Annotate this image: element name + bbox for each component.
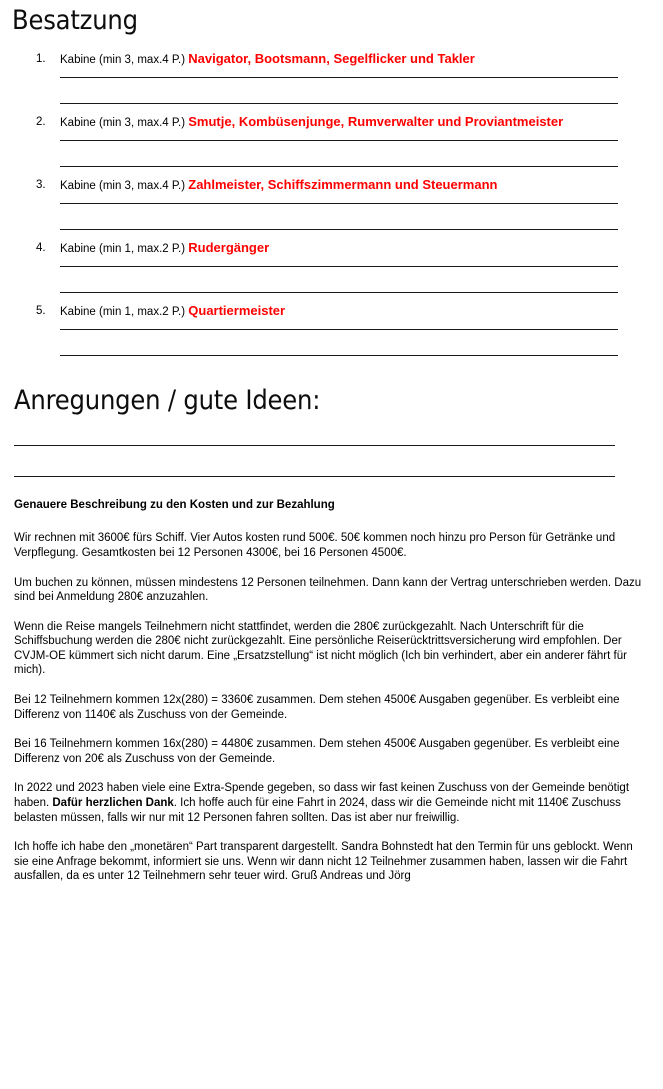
spacer	[60, 267, 663, 292]
crew-item-number: 1.	[36, 53, 46, 66]
crew-item-text	[60, 51, 663, 68]
paragraph-text: Bei 12 Teilnehmern kommen 12x(280) = 3360€ zusammen. Dem stehen 4500€ Ausgaben gegenüber. Es verbleibt eine Differenz von 1140€ als Zuschuss von der Gemeinde.	[14, 694, 620, 721]
costs-paragraph	[14, 693, 643, 722]
paragraph-text: In 2022 und 2023 haben viele eine Extra-Spende gegeben, so dass wir fast keinen Zuschuss von der Gemeinde benötigt haben.	[14, 782, 630, 810]
paragraph-text: Wir rechnen mit 3600€ fürs Schiff. Vier Autos kosten rund 500€. 50€ kommen noch hinzu pro Person für Getränke und Verpflegung. Gesamtkosten bei 12 Personen 4300€, bei 16 Personen 4500€.	[14, 532, 616, 559]
costs-paragraph	[14, 840, 643, 884]
spacer	[60, 68, 663, 77]
crew-item-number: 3.	[36, 179, 46, 192]
crew-item-text	[60, 177, 663, 194]
crew-list-item	[0, 303, 663, 356]
emphasis-text: Dafür herzlichen Dank	[52, 797, 174, 810]
crew-list-item	[0, 240, 663, 293]
crew-item-number: 5.	[36, 305, 46, 318]
crew-roles-label: Rudergänger	[188, 240, 270, 256]
paragraph-text: . Ich hoffe auch für eine Fahrt in 2024, dass wir die Gemeinde nicht mit 1140€ Zuschuss belasten müssen, falls wir nur mit 12 Personen fahren sollten. Das ist aber nur freiwillig.	[14, 797, 621, 824]
page-title: Besatzung	[12, 5, 138, 36]
crew-list-item	[0, 51, 663, 104]
spacer	[14, 446, 663, 476]
crew-cabin-capacity: Kabine (min 3, max.4 P.)	[60, 180, 189, 193]
costs-paragraph	[14, 781, 643, 825]
crew-cabin-capacity: Kabine (min 3, max.4 P.)	[60, 54, 189, 67]
costs-section	[0, 498, 663, 884]
costs-paragraph	[14, 737, 643, 766]
ideas-heading: Anregungen / gute Ideen:	[14, 385, 321, 417]
crew-roles-label: Navigator, Bootsmann, Segelflicker und Takler	[188, 51, 475, 67]
crew-item-number: 4.	[36, 242, 46, 255]
spacer	[60, 194, 663, 203]
crew-cabin-capacity: Kabine (min 1, max.2 P.)	[60, 306, 189, 319]
spacer	[60, 204, 663, 229]
crew-cabin-capacity: Kabine (min 1, max.2 P.)	[60, 243, 189, 256]
costs-paragraphs	[14, 531, 643, 884]
crew-roles-label: Zahlmeister, Schiffszimmermann und Steuermann	[188, 177, 498, 193]
crew-list-item	[0, 177, 663, 230]
paragraph-text: Bei 16 Teilnehmern kommen 16x(280) = 4480€ zusammen. Dem stehen 4500€ Ausgaben gegenüber. Es verbleibt eine Differenz von 20€ als Zuschuss von der Gemeinde.	[14, 738, 620, 765]
crew-cabin-list	[0, 35, 663, 356]
crew-item-text	[60, 240, 663, 257]
spacer	[60, 78, 663, 103]
spacer	[60, 131, 663, 140]
spacer	[60, 257, 663, 266]
spacer	[14, 415, 663, 445]
spacer	[60, 330, 663, 355]
crew-item-number: 2.	[36, 116, 46, 129]
paragraph-text: Wenn die Reise mangels Teilnehmern nicht stattfindet, werden die 280€ zurückgezahlt. Nach Unterschrift für die Schiffsbuchung werden die 280€ nicht zurückgezahlt. Eine persönliche Reiserücktrittsversicherung wird empfohlen. Der CVJM-OE kümmert sich nicht darum. Eine „Ersatzstellung“ ist nicht möglich (Ich bin verhindert, aber ein anderer fährt für mich).	[14, 620, 627, 677]
costs-paragraph	[14, 620, 643, 678]
spacer	[60, 141, 663, 166]
costs-paragraph	[14, 531, 643, 560]
crew-list-item	[0, 114, 663, 167]
crew-write-line[interactable]	[60, 229, 618, 230]
crew-write-line[interactable]	[60, 292, 618, 293]
crew-write-line[interactable]	[60, 103, 618, 104]
crew-write-line[interactable]	[60, 355, 618, 356]
ideas-section	[0, 386, 663, 477]
paragraph-text: Um buchen zu können, müssen mindestens 12 Personen teilnehmen. Dann kann der Vertrag unterschrieben werden. Dazu sind bei Anmeldung 280€ anzuzahlen.	[14, 576, 642, 604]
crew-roles-label: Quartiermeister	[188, 303, 286, 319]
crew-roles-label: Smutje, Kombüsenjunge, Rumverwalter und Proviantmeister	[188, 114, 564, 130]
crew-item-text	[60, 114, 663, 131]
crew-write-line[interactable]	[60, 166, 618, 167]
costs-paragraph	[14, 576, 643, 605]
paragraph-text: Ich hoffe ich habe den „monetären“ Part transparent dargestellt. Sandra Bohnstedt hat den Termin für uns geblockt. Wenn sie eine Anfrage bekommt, informiert sie uns. Wenn wir dann nicht 12 Teilnehmer zusammen haben, lassen wir die Fahrt ausfallen, da es unter 12 Teilnehmern sehr teuer wird. Gruß Andreas und Jörg	[14, 841, 633, 883]
spacer	[60, 320, 663, 329]
crew-item-text	[60, 303, 663, 320]
costs-subheading: Genauere Beschreibung zu den Kosten und zur Bezahlung	[14, 499, 335, 512]
crew-cabin-capacity: Kabine (min 3, max.4 P.)	[60, 117, 189, 130]
ideas-write-line-2[interactable]	[14, 476, 615, 477]
